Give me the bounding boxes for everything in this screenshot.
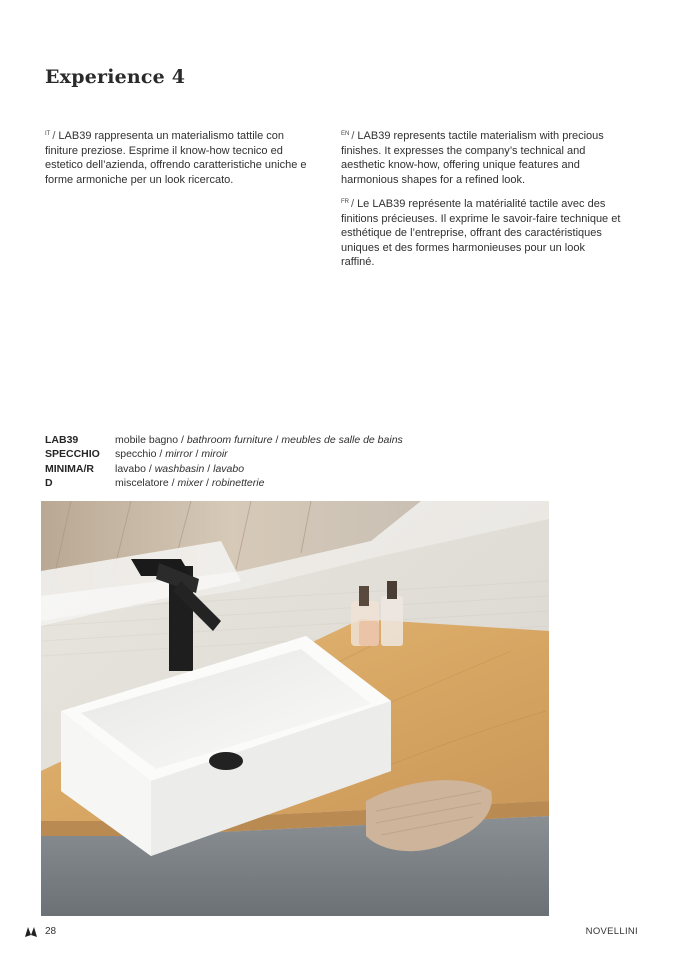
spec-key: LAB39	[45, 434, 79, 446]
lang-tag-fr: FR	[341, 199, 349, 205]
page-title: Experience 4	[45, 66, 186, 88]
lang-slash: /	[52, 130, 56, 142]
spec-it: lavabo	[115, 462, 146, 475]
spec-key: D	[45, 477, 53, 490]
page-number: 28	[45, 926, 57, 937]
spec-sep: /	[192, 448, 202, 461]
italian-description	[45, 127, 313, 187]
product-photo	[41, 501, 549, 916]
spec-en: bathroom furniture	[186, 434, 273, 446]
drain	[209, 752, 243, 770]
spec-sep: /	[145, 462, 155, 475]
spec-row	[115, 433, 475, 447]
spec-values	[115, 433, 475, 491]
spec-sep: /	[204, 462, 214, 475]
lang-tag-it: IT	[45, 131, 51, 137]
spec-row	[115, 476, 475, 490]
english-description	[341, 127, 621, 187]
french-text: Le LAB39 représente la matérialité tactile avec des finitions précieuses. Il exprime le savoir-faire technique et esthétique de l’entreprise, offrant des caractéristiques uniques et des formes harmonieuses pour un look raffiné.	[341, 198, 621, 269]
spec-fr: miroir	[201, 448, 228, 461]
spec-fr: lavabo	[213, 462, 245, 475]
lang-slash: /	[351, 130, 355, 142]
spec-fr: robinetterie	[211, 477, 265, 490]
spec-key: MINIMA/R	[45, 462, 94, 475]
spec-row	[115, 462, 475, 476]
spec-en: mirror	[165, 448, 193, 461]
english-text: LAB39 represents tactile materialism with precious finishes. It expresses the company’s technical and aesthetic know-how, offering unique features and harmonious shapes for a refined look.	[341, 130, 604, 186]
spec-key: SPECCHIO	[45, 448, 100, 461]
spec-en: mixer	[177, 477, 204, 490]
spec-sep: /	[156, 448, 166, 461]
spec-sep: /	[272, 434, 282, 446]
bathroom-illustration	[41, 501, 549, 916]
lang-tag-en: EN	[341, 131, 350, 137]
brand-logo-icon	[25, 927, 39, 937]
spec-sep: /	[178, 434, 187, 446]
spec-sep: /	[203, 477, 212, 490]
footer-left	[25, 926, 56, 937]
spec-it: specchio	[115, 448, 157, 461]
spec-row	[115, 447, 475, 461]
spec-sep: /	[168, 477, 178, 490]
spec-en: washbasin	[154, 462, 205, 475]
spec-it: mobile bagno	[115, 434, 179, 446]
lang-slash: /	[351, 198, 355, 210]
spec-it: miscelatore	[115, 477, 169, 490]
spec-keys	[45, 433, 107, 491]
spec-fr: meubles de salle de bains	[281, 434, 403, 446]
brand-name: NOVELLINI	[585, 926, 638, 937]
italian-text: LAB39 rappresenta un materialismo tattile con finiture preziose. Esprime il know-how tecnico ed estetico dell’azienda, offrendo caratteristiche uniche e forme armoniche per un look ricercato.	[45, 130, 307, 186]
french-description	[341, 195, 621, 270]
